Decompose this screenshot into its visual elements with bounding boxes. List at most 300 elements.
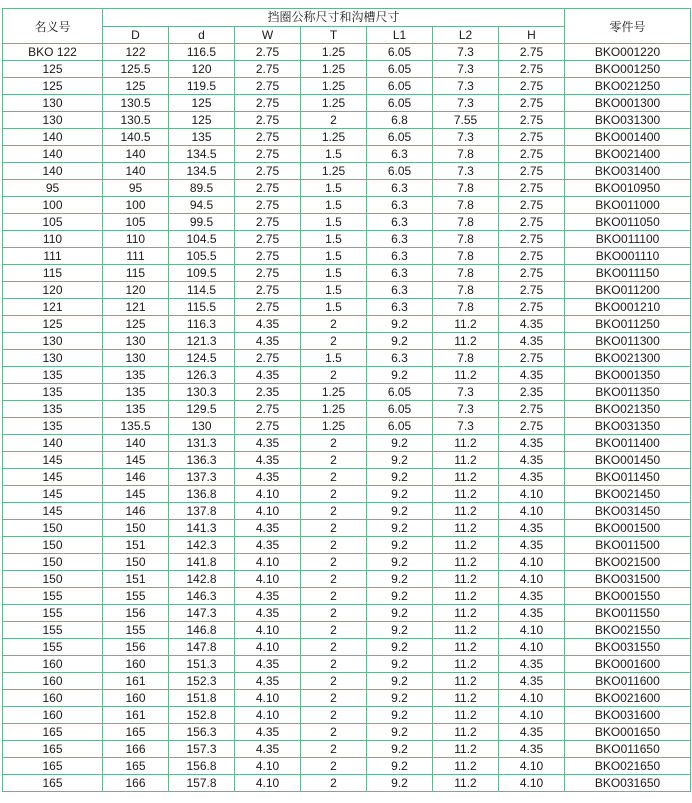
cell-L2: 7.8 [433, 214, 499, 231]
cell-part-number: BKO031600 [565, 707, 691, 724]
cell-part-number: BKO021400 [565, 146, 691, 163]
cell-L2: 11.2 [433, 537, 499, 554]
cell-L1: 9.2 [367, 758, 433, 775]
table-row [3, 469, 691, 486]
cell-L2: 11.2 [433, 690, 499, 707]
cell-nominal: 145 [3, 469, 103, 486]
cell-T: 2 [301, 537, 367, 554]
cell-nominal: 160 [3, 656, 103, 673]
cell-L2: 11.2 [433, 333, 499, 350]
cell-H: 2.75 [499, 112, 565, 129]
cell-L1: 6.3 [367, 248, 433, 265]
cell-L1: 9.2 [367, 775, 433, 792]
cell-T: 2 [301, 588, 367, 605]
cell-D: 125.5 [103, 61, 169, 78]
cell-d: 114.5 [169, 282, 235, 299]
cell-D: 115 [103, 265, 169, 282]
cell-d: 152.8 [169, 707, 235, 724]
cell-nominal: 130 [3, 95, 103, 112]
cell-H: 4.35 [499, 452, 565, 469]
cell-part-number: BKO011550 [565, 605, 691, 622]
cell-D: 130 [103, 333, 169, 350]
cell-L2: 11.2 [433, 435, 499, 452]
cell-D: 135 [103, 401, 169, 418]
cell-L2: 7.3 [433, 78, 499, 95]
cell-T: 2 [301, 724, 367, 741]
table-row [3, 758, 691, 775]
cell-L1: 9.2 [367, 537, 433, 554]
cell-D: 140 [103, 146, 169, 163]
cell-part-number: BKO011450 [565, 469, 691, 486]
table-row [3, 571, 691, 588]
header-nominal-number: 名义号 [3, 9, 103, 44]
cell-d: 142.3 [169, 537, 235, 554]
cell-nominal: 135 [3, 401, 103, 418]
cell-L1: 9.2 [367, 367, 433, 384]
spec-table-container [2, 8, 690, 792]
cell-H: 2.35 [499, 384, 565, 401]
cell-T: 2 [301, 622, 367, 639]
cell-L1: 6.05 [367, 401, 433, 418]
cell-nominal: 165 [3, 758, 103, 775]
cell-part-number: BKO001250 [565, 61, 691, 78]
cell-d: 116.3 [169, 316, 235, 333]
cell-H: 2.75 [499, 197, 565, 214]
cell-L1: 9.2 [367, 316, 433, 333]
cell-W: 2.75 [235, 418, 301, 435]
cell-part-number: BKO021300 [565, 350, 691, 367]
cell-T: 1.25 [301, 401, 367, 418]
table-row [3, 486, 691, 503]
cell-D: 121 [103, 299, 169, 316]
cell-L2: 7.8 [433, 197, 499, 214]
cell-nominal: 125 [3, 78, 103, 95]
table-row [3, 639, 691, 656]
cell-T: 2 [301, 656, 367, 673]
cell-L1: 9.2 [367, 486, 433, 503]
cell-W: 4.35 [235, 469, 301, 486]
cell-d: 137.8 [169, 503, 235, 520]
cell-part-number: BKO031450 [565, 503, 691, 520]
cell-T: 2 [301, 741, 367, 758]
cell-nominal: 140 [3, 435, 103, 452]
cell-nominal: 150 [3, 571, 103, 588]
cell-H: 4.10 [499, 503, 565, 520]
cell-d: 147.8 [169, 639, 235, 656]
cell-T: 2 [301, 316, 367, 333]
cell-d: 157.3 [169, 741, 235, 758]
table-row [3, 44, 691, 61]
cell-L2: 7.8 [433, 180, 499, 197]
cell-L2: 11.2 [433, 758, 499, 775]
cell-T: 1.5 [301, 282, 367, 299]
cell-part-number: BKO001600 [565, 656, 691, 673]
cell-d: 141.3 [169, 520, 235, 537]
cell-T: 1.5 [301, 146, 367, 163]
header-col-L2: L2 [433, 27, 499, 44]
cell-W: 2.75 [235, 180, 301, 197]
cell-T: 2 [301, 554, 367, 571]
cell-W: 4.35 [235, 741, 301, 758]
cell-d: 109.5 [169, 265, 235, 282]
cell-L1: 6.3 [367, 180, 433, 197]
cell-H: 4.35 [499, 469, 565, 486]
cell-H: 4.35 [499, 605, 565, 622]
cell-L2: 11.2 [433, 316, 499, 333]
cell-D: 125 [103, 78, 169, 95]
table-row [3, 180, 691, 197]
cell-T: 2 [301, 503, 367, 520]
cell-nominal: 140 [3, 146, 103, 163]
cell-d: 129.5 [169, 401, 235, 418]
cell-H: 2.75 [499, 418, 565, 435]
cell-part-number: BKO021600 [565, 690, 691, 707]
cell-nominal: 145 [3, 452, 103, 469]
cell-T: 1.5 [301, 265, 367, 282]
table-row [3, 78, 691, 95]
table-row [3, 673, 691, 690]
cell-part-number: BKO011100 [565, 231, 691, 248]
cell-W: 2.75 [235, 61, 301, 78]
cell-D: 120 [103, 282, 169, 299]
cell-nominal: 130 [3, 112, 103, 129]
cell-L1: 6.05 [367, 78, 433, 95]
cell-T: 1.25 [301, 61, 367, 78]
cell-d: 157.8 [169, 775, 235, 792]
cell-L2: 11.2 [433, 656, 499, 673]
cell-D: 146 [103, 503, 169, 520]
cell-d: 151.8 [169, 690, 235, 707]
cell-d: 130 [169, 418, 235, 435]
cell-L2: 11.2 [433, 605, 499, 622]
cell-part-number: BKO021350 [565, 401, 691, 418]
cell-L1: 9.2 [367, 741, 433, 758]
cell-T: 2 [301, 775, 367, 792]
cell-nominal: 165 [3, 724, 103, 741]
header-col-T: T [301, 27, 367, 44]
cell-T: 1.25 [301, 163, 367, 180]
cell-T: 2 [301, 673, 367, 690]
cell-nominal: 155 [3, 605, 103, 622]
cell-D: 161 [103, 707, 169, 724]
table-row [3, 61, 691, 78]
cell-nominal: 125 [3, 61, 103, 78]
cell-L1: 9.2 [367, 588, 433, 605]
cell-L2: 11.2 [433, 503, 499, 520]
cell-H: 2.75 [499, 282, 565, 299]
cell-part-number: BKO021650 [565, 758, 691, 775]
table-row [3, 452, 691, 469]
table-row [3, 418, 691, 435]
cell-L2: 11.2 [433, 588, 499, 605]
cell-T: 1.5 [301, 214, 367, 231]
cell-d: 116.5 [169, 44, 235, 61]
header-part-number: 零件号 [565, 9, 691, 44]
cell-T: 1.25 [301, 384, 367, 401]
cell-nominal: 105 [3, 214, 103, 231]
cell-H: 2.75 [499, 146, 565, 163]
cell-L2: 11.2 [433, 486, 499, 503]
table-row [3, 367, 691, 384]
cell-L2: 11.2 [433, 724, 499, 741]
table-row [3, 333, 691, 350]
header-col-D: D [103, 27, 169, 44]
cell-L1: 6.3 [367, 350, 433, 367]
table-row [3, 299, 691, 316]
cell-L2: 7.3 [433, 129, 499, 146]
cell-L1: 9.2 [367, 690, 433, 707]
cell-nominal: 121 [3, 299, 103, 316]
cell-nominal: BKO 122 [3, 44, 103, 61]
cell-W: 4.10 [235, 622, 301, 639]
cell-d: 152.3 [169, 673, 235, 690]
cell-H: 2.75 [499, 231, 565, 248]
table-row [3, 112, 691, 129]
table-row [3, 197, 691, 214]
cell-d: 141.8 [169, 554, 235, 571]
cell-part-number: BKO011300 [565, 333, 691, 350]
cell-L1: 6.05 [367, 418, 433, 435]
cell-L1: 9.2 [367, 435, 433, 452]
table-row [3, 605, 691, 622]
cell-T: 2 [301, 520, 367, 537]
cell-W: 4.35 [235, 588, 301, 605]
cell-nominal: 110 [3, 231, 103, 248]
cell-D: 140 [103, 163, 169, 180]
cell-part-number: BKO001650 [565, 724, 691, 741]
cell-nominal: 155 [3, 622, 103, 639]
cell-part-number: BKO031400 [565, 163, 691, 180]
cell-T: 1.25 [301, 95, 367, 112]
cell-T: 1.25 [301, 44, 367, 61]
cell-d: 131.3 [169, 435, 235, 452]
cell-L2: 7.8 [433, 146, 499, 163]
cell-nominal: 150 [3, 520, 103, 537]
table-row [3, 129, 691, 146]
cell-W: 4.35 [235, 724, 301, 741]
cell-d: 125 [169, 95, 235, 112]
cell-W: 2.75 [235, 265, 301, 282]
cell-D: 111 [103, 248, 169, 265]
cell-L1: 6.05 [367, 129, 433, 146]
cell-H: 2.75 [499, 129, 565, 146]
cell-L2: 7.3 [433, 61, 499, 78]
cell-D: 146 [103, 469, 169, 486]
cell-d: 89.5 [169, 180, 235, 197]
cell-L1: 9.2 [367, 622, 433, 639]
cell-L1: 9.2 [367, 673, 433, 690]
cell-L2: 11.2 [433, 673, 499, 690]
table-header [3, 9, 691, 44]
cell-L1: 6.05 [367, 163, 433, 180]
cell-nominal: 145 [3, 503, 103, 520]
cell-nominal: 160 [3, 673, 103, 690]
cell-T: 2 [301, 571, 367, 588]
cell-D: 140 [103, 435, 169, 452]
cell-L2: 7.8 [433, 231, 499, 248]
cell-part-number: BKO001350 [565, 367, 691, 384]
cell-W: 2.75 [235, 350, 301, 367]
cell-H: 4.35 [499, 333, 565, 350]
cell-D: 130.5 [103, 112, 169, 129]
cell-D: 160 [103, 690, 169, 707]
cell-W: 4.10 [235, 758, 301, 775]
cell-H: 4.35 [499, 435, 565, 452]
cell-nominal: 160 [3, 707, 103, 724]
cell-D: 156 [103, 639, 169, 656]
cell-D: 145 [103, 486, 169, 503]
cell-H: 4.10 [499, 639, 565, 656]
cell-d: 156.8 [169, 758, 235, 775]
cell-part-number: BKO011600 [565, 673, 691, 690]
table-row [3, 95, 691, 112]
cell-D: 135 [103, 384, 169, 401]
cell-W: 4.10 [235, 486, 301, 503]
table-row [3, 248, 691, 265]
cell-D: 135 [103, 367, 169, 384]
cell-T: 1.5 [301, 197, 367, 214]
cell-L1: 6.3 [367, 265, 433, 282]
cell-W: 2.75 [235, 197, 301, 214]
cell-H: 2.75 [499, 95, 565, 112]
cell-D: 110 [103, 231, 169, 248]
cell-part-number: BKO031350 [565, 418, 691, 435]
cell-nominal: 135 [3, 367, 103, 384]
cell-H: 4.10 [499, 758, 565, 775]
cell-W: 4.10 [235, 775, 301, 792]
cell-nominal: 140 [3, 163, 103, 180]
table-row [3, 163, 691, 180]
cell-W: 4.35 [235, 367, 301, 384]
cell-T: 2 [301, 435, 367, 452]
cell-D: 151 [103, 537, 169, 554]
cell-W: 2.75 [235, 78, 301, 95]
cell-part-number: BKO011400 [565, 435, 691, 452]
cell-d: 147.3 [169, 605, 235, 622]
table-row [3, 724, 691, 741]
cell-L2: 11.2 [433, 367, 499, 384]
cell-d: 146.3 [169, 588, 235, 605]
cell-H: 2.75 [499, 214, 565, 231]
table-row [3, 146, 691, 163]
cell-d: 125 [169, 112, 235, 129]
cell-d: 121.3 [169, 333, 235, 350]
cell-L1: 6.05 [367, 44, 433, 61]
cell-nominal: 150 [3, 537, 103, 554]
cell-L1: 9.2 [367, 469, 433, 486]
cell-d: 135 [169, 129, 235, 146]
table-row [3, 588, 691, 605]
cell-part-number: BKO031550 [565, 639, 691, 656]
cell-H: 2.75 [499, 44, 565, 61]
cell-H: 4.35 [499, 656, 565, 673]
cell-W: 4.35 [235, 605, 301, 622]
cell-part-number: BKO021550 [565, 622, 691, 639]
table-row [3, 503, 691, 520]
cell-D: 150 [103, 554, 169, 571]
cell-L2: 7.3 [433, 418, 499, 435]
cell-part-number: BKO001400 [565, 129, 691, 146]
cell-d: 130.3 [169, 384, 235, 401]
cell-L1: 9.2 [367, 554, 433, 571]
table-row [3, 656, 691, 673]
cell-d: 119.5 [169, 78, 235, 95]
cell-H: 4.35 [499, 588, 565, 605]
cell-d: 115.5 [169, 299, 235, 316]
cell-H: 2.75 [499, 401, 565, 418]
cell-d: 136.3 [169, 452, 235, 469]
table-row [3, 282, 691, 299]
cell-H: 2.75 [499, 265, 565, 282]
cell-part-number: BKO021250 [565, 78, 691, 95]
cell-nominal: 150 [3, 554, 103, 571]
header-col-d: d [169, 27, 235, 44]
table-row [3, 537, 691, 554]
cell-T: 1.25 [301, 78, 367, 95]
cell-H: 2.75 [499, 163, 565, 180]
cell-D: 150 [103, 520, 169, 537]
cell-L2: 7.3 [433, 401, 499, 418]
cell-D: 151 [103, 571, 169, 588]
cell-L2: 11.2 [433, 707, 499, 724]
cell-part-number: BKO031650 [565, 775, 691, 792]
cell-D: 135.5 [103, 418, 169, 435]
cell-L1: 9.2 [367, 656, 433, 673]
cell-d: 105.5 [169, 248, 235, 265]
table-row [3, 231, 691, 248]
cell-W: 2.75 [235, 95, 301, 112]
cell-nominal: 100 [3, 197, 103, 214]
cell-T: 1.25 [301, 418, 367, 435]
cell-nominal: 140 [3, 129, 103, 146]
cell-W: 4.35 [235, 520, 301, 537]
cell-W: 4.35 [235, 435, 301, 452]
cell-L2: 11.2 [433, 452, 499, 469]
cell-L2: 11.2 [433, 469, 499, 486]
cell-part-number: BKO001450 [565, 452, 691, 469]
cell-L2: 11.2 [433, 622, 499, 639]
cell-L1: 9.2 [367, 520, 433, 537]
cell-part-number: BKO021500 [565, 554, 691, 571]
cell-H: 2.75 [499, 299, 565, 316]
cell-nominal: 160 [3, 690, 103, 707]
cell-L1: 6.3 [367, 146, 433, 163]
cell-L1: 9.2 [367, 639, 433, 656]
cell-H: 2.75 [499, 61, 565, 78]
cell-part-number: BKO011650 [565, 741, 691, 758]
cell-nominal: 165 [3, 775, 103, 792]
header-col-W: W [235, 27, 301, 44]
cell-W: 4.10 [235, 571, 301, 588]
cell-H: 4.35 [499, 673, 565, 690]
cell-W: 2.75 [235, 231, 301, 248]
cell-L1: 9.2 [367, 724, 433, 741]
cell-D: 165 [103, 758, 169, 775]
cell-H: 4.10 [499, 554, 565, 571]
cell-T: 2 [301, 486, 367, 503]
cell-part-number: BKO001110 [565, 248, 691, 265]
cell-D: 166 [103, 775, 169, 792]
cell-D: 140.5 [103, 129, 169, 146]
cell-W: 2.75 [235, 282, 301, 299]
cell-L2: 11.2 [433, 775, 499, 792]
cell-part-number: BKO011000 [565, 197, 691, 214]
cell-L1: 6.3 [367, 231, 433, 248]
cell-L1: 6.3 [367, 299, 433, 316]
cell-d: 134.5 [169, 146, 235, 163]
cell-nominal: 130 [3, 333, 103, 350]
table-row [3, 707, 691, 724]
